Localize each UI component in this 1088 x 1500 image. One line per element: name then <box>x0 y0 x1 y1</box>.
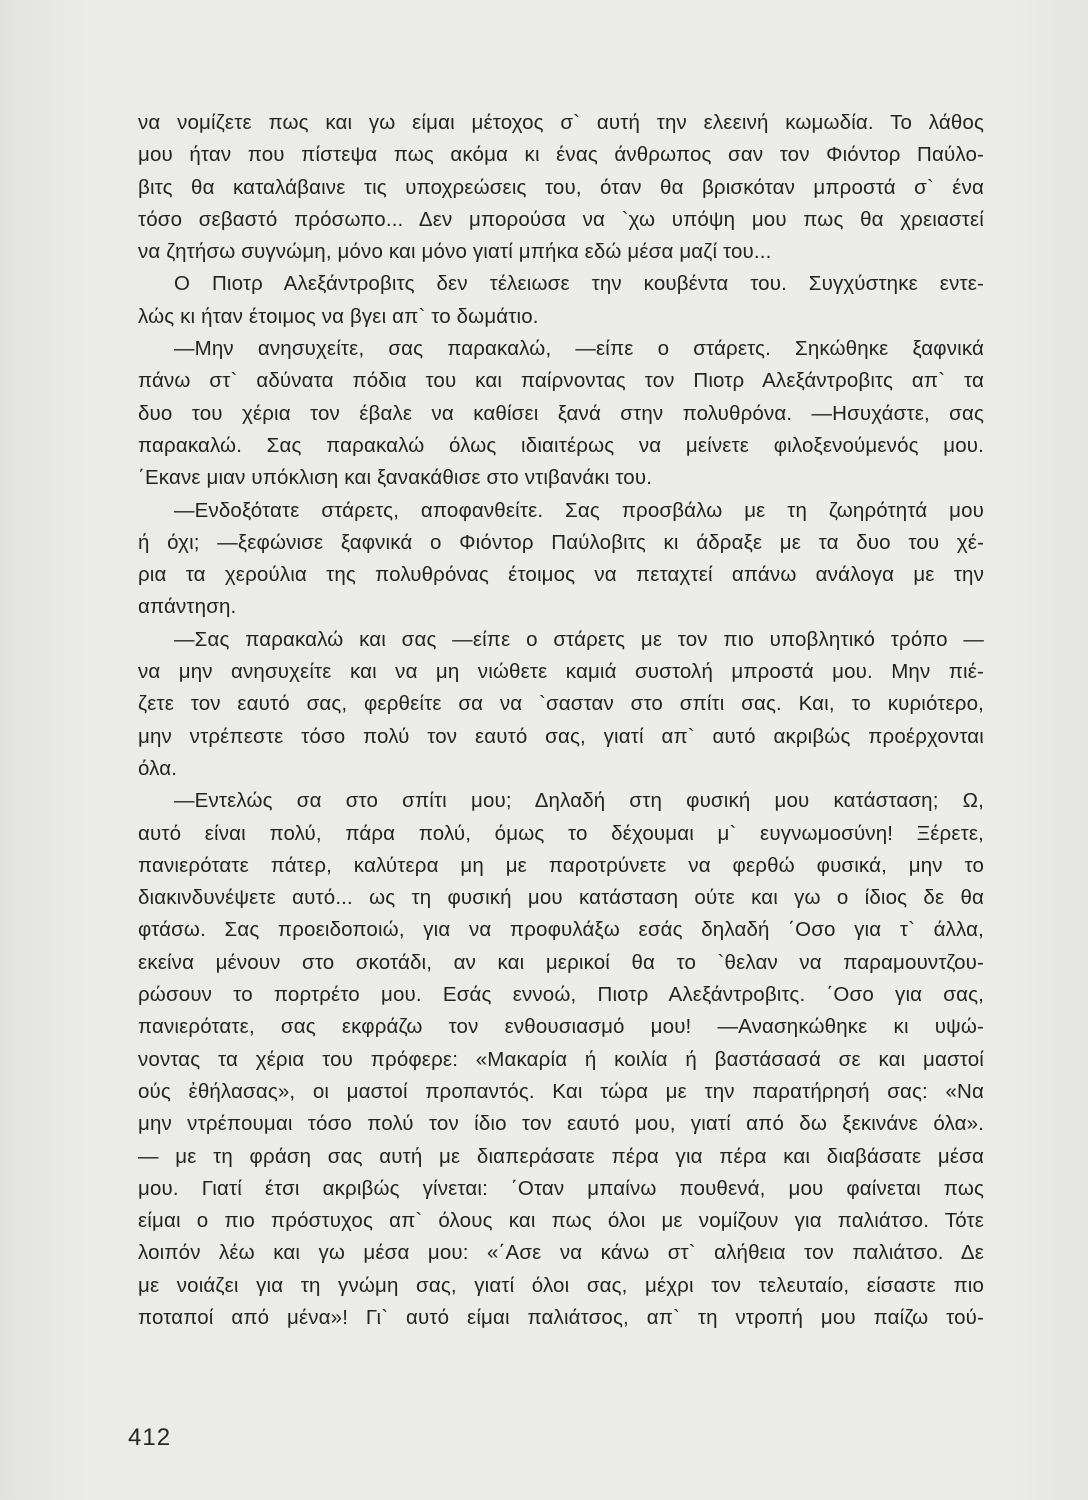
text-line: δυο του χέρια τον έβαλε να καθίσει ξανά στην πολυθρόνα. —Ησυχάστε, σας <box>138 401 984 425</box>
text-line: πανιερότατε, σας εκφράζω τον ενθουσιασμό μου! —Ανασηκώθηκε κι υψώ- <box>138 1015 984 1039</box>
text-line: να μην ανησυχείτε και να μη νιώθετε καμιά συστολή μπροστά μου. Μην πιέ- <box>138 660 984 684</box>
body-text <box>138 107 984 1334</box>
text-line: να ζητήσω συγνώμη, μόνο και μόνο γιατί μπήκα εδώ μέσα μαζί του... <box>138 240 772 264</box>
text-line: μην ντρέπεστε τόσο πολύ τον εαυτό σας, γιατί απ` αυτό ακριβώς προέρχονται <box>138 724 984 748</box>
text-line: μου ήταν που πίστεψα πως ακόμα κι ένας άνθρωπος σαν τον Φιόντορ Παύλο- <box>138 143 984 167</box>
text-line: λώς κι ήταν έτοιμος να βγει απ` το δωμάτιο. <box>138 304 539 328</box>
text-line: πάνω στ` αδύνατα πόδια του και παίρνοντας τον Πιοτρ Αλεξάντροβιτς απ` τα <box>138 369 984 393</box>
text-line: —Μην ανησυχείτε, σας παρακαλώ, —είπε ο στάρετς. Σηκώθηκε ξαφνικά <box>174 337 984 361</box>
text-line: εκείνα μένουν στο σκοτάδι, αν και μερικοί θα το `θελαν να παραμουντζου- <box>138 950 984 974</box>
text-line: μην ντρέπουμαι τόσο πολύ τον ίδιο τον εαυτό μου, γιατί από δω ξεκινάνε όλα». <box>138 1112 984 1136</box>
text-line: αυτό είναι πολύ, πάρα πολύ, όμως το δέχουμαι μ` ευγνωμοσύνη! Ξέρετε, <box>138 821 984 845</box>
text-line: διακινδυνέψετε αυτό... ως τη φυσική μου κατάσταση ούτε και γω ο ίδιος δε θα <box>138 886 984 910</box>
text-line: μου. Γιατί έτσι ακριβώς γίνεται: ΄Οταν μπαίνω πουθενά, μου φαίνεται πως <box>138 1176 984 1200</box>
text-line: να νομίζετε πως και γω είμαι μέτοχος σ` αυτή την ελεεινή κωμωδία. Το λάθος <box>138 111 984 134</box>
text-line: λοιπόν λέω και γω μέσα μου: «΄Ασε να κάνω στ` αλήθεια τον παλιάτσο. Δε <box>138 1241 984 1265</box>
text-line: ή όχι; —ξεφώνισε ξαφνικά ο Φιόντορ Παύλοβιτς κι άδραξε με τα δυο του χέ- <box>138 530 984 554</box>
text-line: —Ενδοξότατε στάρετς, αποφανθείτε. Σας προσβάλω με τη ζωηρότητά μου <box>174 498 984 522</box>
text-line: παρακαλώ. Σας παρακαλώ όλως ιδιαιτέρως να μείνετε φιλοξενούμενός μου. <box>138 433 984 457</box>
text-line: απάντηση. <box>138 595 237 619</box>
text-line: ποταποί από μένα»! Γι` αυτό είμαι παλιάτσος, απ` τη ντροπή μου παίζω τού- <box>138 1305 984 1329</box>
text-line: όλα. <box>138 756 178 780</box>
text-line: — με τη φράση σας αυτή με διαπεράσατε πέρα για πέρα και διαβάσατε μέσα <box>138 1144 984 1168</box>
text-line: Ο Πιοτρ Αλεξάντροβιτς δεν τέλειωσε την κουβέντα του. Συγχύστηκε εντε- <box>174 272 984 296</box>
text-line: πανιερότατε πάτερ, καλύτερα μη με παροτρύνετε να φερθώ φυσικά, μην το <box>138 853 984 877</box>
text-line: νοντας τα χέρια του πρόφερε: «Μακαρία ή κοιλία ή βαστάσασά σε και μαστοί <box>138 1047 984 1071</box>
text-line: ζετε τον εαυτό σας, φερθείτε σα να `σασταν στο σπίτι σας. Και, το κυριότερο, <box>138 692 984 716</box>
text-line: ρώσουν το πορτρέτο μου. Εσάς εννοώ, Πιοτρ Αλεξάντροβιτς. ΄Οσο για σας, <box>138 983 984 1007</box>
text-line: με νοιάζει για τη γνώμη σας, γιατί όλοι σας, μέχρι τον τελευταίο, είσαστε πιο <box>138 1273 984 1297</box>
text-line: είμαι ο πιο πρόστυχος απ` όλους και πως όλοι με νομίζουν για παλιάτσο. Τότε <box>138 1209 984 1233</box>
text-line: —Εντελώς σα στο σπίτι μου; Δηλαδή στη φυσική μου κατάσταση; Ω, <box>174 789 984 813</box>
text-line: ούς ἐθήλασας», οι μαστοί προπαντός. Και τώρα με την παρατήρησή σας: «Να <box>138 1079 984 1103</box>
text-line: φτάσω. Σας προειδοποιώ, για να προφυλάξω εσάς δηλαδή ΄Οσο για τ` άλλα, <box>138 918 984 942</box>
text-line: —Σας παρακαλώ και σας —είπε ο στάρετς με τον πιο υποβλητικό τρόπο — <box>174 627 984 651</box>
page-number: 412 <box>128 1424 172 1451</box>
text-line: βιτς θα καταλάβαινε τις υποχρεώσεις του, όταν θα βρισκόταν μπροστά σ` ένα <box>138 175 984 199</box>
text-line: τόσο σεβαστό πρόσωπο... Δεν μπορούσα να `χω υπόψη μου πως θα χρειαστεί <box>138 207 984 231</box>
text-line: ΄Εκανε μιαν υπόκλιση και ξανακάθισε στο ντιβανάκι του. <box>138 466 653 490</box>
text-line: ρια τα χερούλια της πολυθρόνας έτοιμος να πεταχτεί απάνω ανάλογα με την <box>138 563 984 587</box>
